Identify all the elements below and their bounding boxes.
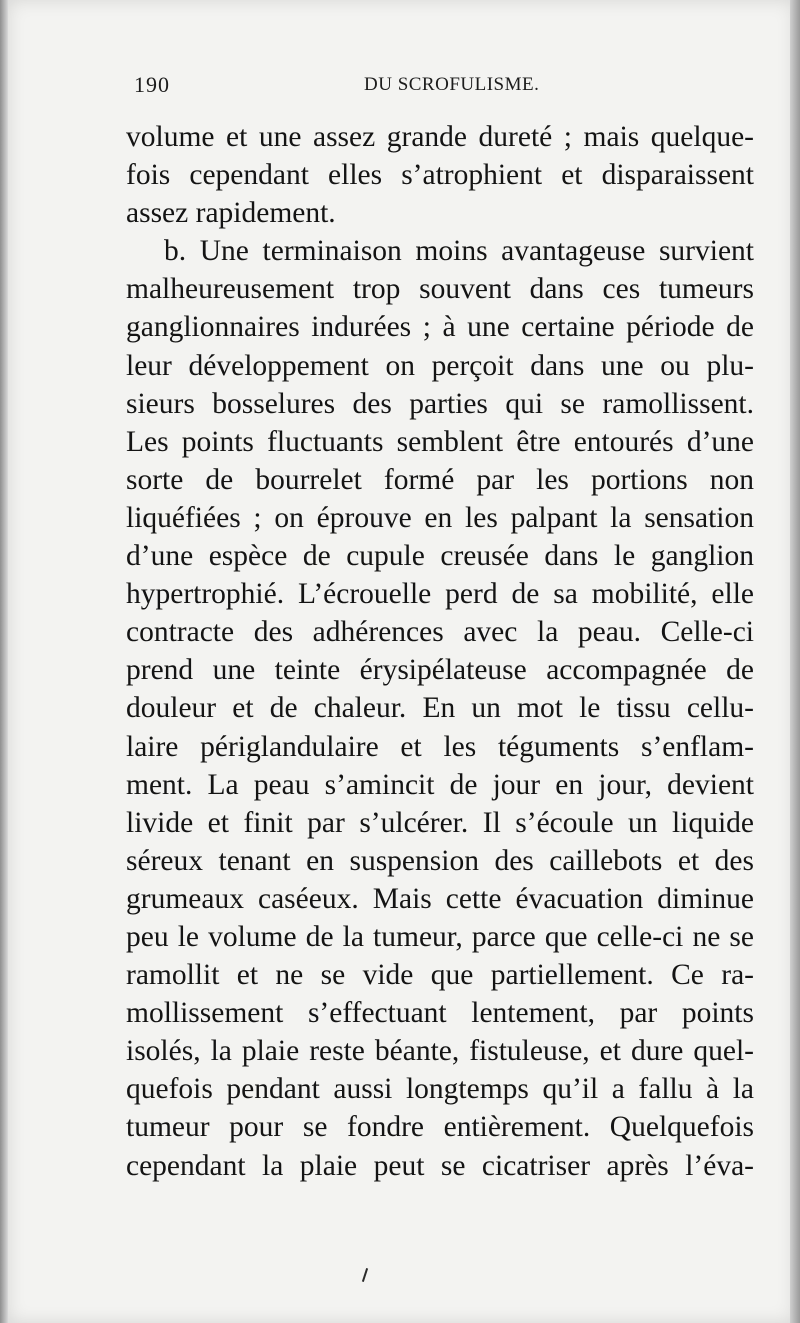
text-line: sieurs bosselures des parties qui se ramollissent.: [126, 387, 754, 420]
text-line: liquéfiées ; on éprouve en les palpant la sensation: [126, 501, 754, 534]
text-line: douleur et de chaleur. En un mot le tissu cellu-: [126, 692, 754, 725]
text-line: isolés, la plaie reste béante, fistuleuse, et dure quel-: [126, 1035, 754, 1068]
text-line: b. Une terminaison moins avantageuse survient: [164, 235, 754, 268]
text-line: hypertrophié. L’écrouelle perd de sa mobilité, elle: [126, 578, 754, 611]
text-line: Les points fluctuants semblent être entourés d’une: [126, 425, 754, 458]
text-line: livide et finit par s’ulcérer. Il s’écoule un liquide: [126, 806, 754, 839]
text-line: tumeur pour se fondre entièrement. Quelquefois: [126, 1111, 754, 1144]
text-line: ganglionnaires indurées ; à une certaine période de: [126, 311, 754, 344]
text-line: quefois pendant aussi longtemps qu’il a fallu à la: [126, 1073, 754, 1106]
page-number: 190: [134, 72, 170, 97]
text-line: contracte des adhérences avec la peau. Celle-ci: [126, 616, 754, 649]
text-line: d’une espèce de cupule creusée dans le ganglion: [126, 540, 754, 573]
text-line: sorte de bourrelet formé par les portions non: [126, 463, 754, 496]
page-right-edge: [790, 0, 800, 1323]
text-line: prend une teinte érysipélateuse accompagnée de: [126, 654, 754, 687]
book-page: [8, 0, 794, 1323]
text-line: ramollit et ne se vide que partiellement. Ce ra-: [126, 959, 754, 992]
running-title: DU SCROFULISME.: [364, 74, 540, 95]
text-line: volume et une assez grande dureté ; mais quelque-: [126, 121, 754, 153]
text-line: peu le volume de la tumeur, parce que celle-ci ne se: [126, 920, 754, 953]
ink-mark: [362, 1268, 368, 1282]
text-line: fois cependant elles s’atrophient et disparaissent: [126, 159, 754, 192]
page-header: [134, 72, 754, 106]
text-line: ment. La peau s’amincit de jour en jour, devient: [126, 768, 754, 801]
text-line: séreux tenant en suspension des caillebots et des: [126, 844, 754, 877]
text-line: laire périglandulaire et les téguments s’enflam-: [126, 730, 754, 763]
text-line: leur développement on perçoit dans une ou plu-: [126, 349, 754, 382]
page-left-edge: [0, 0, 8, 1323]
text-line: grumeaux caséeux. Mais cette évacuation diminue: [126, 882, 754, 915]
body-text: [126, 118, 754, 1185]
text-line last: cependant la plaie peut se cicatriser après l’éva-: [126, 1149, 754, 1182]
text-line: assez rapidement.: [126, 197, 336, 230]
text-line: mollissement s’effectuant lentement, par points: [126, 997, 754, 1030]
text-line: malheureusement trop souvent dans ces tumeurs: [126, 273, 754, 306]
